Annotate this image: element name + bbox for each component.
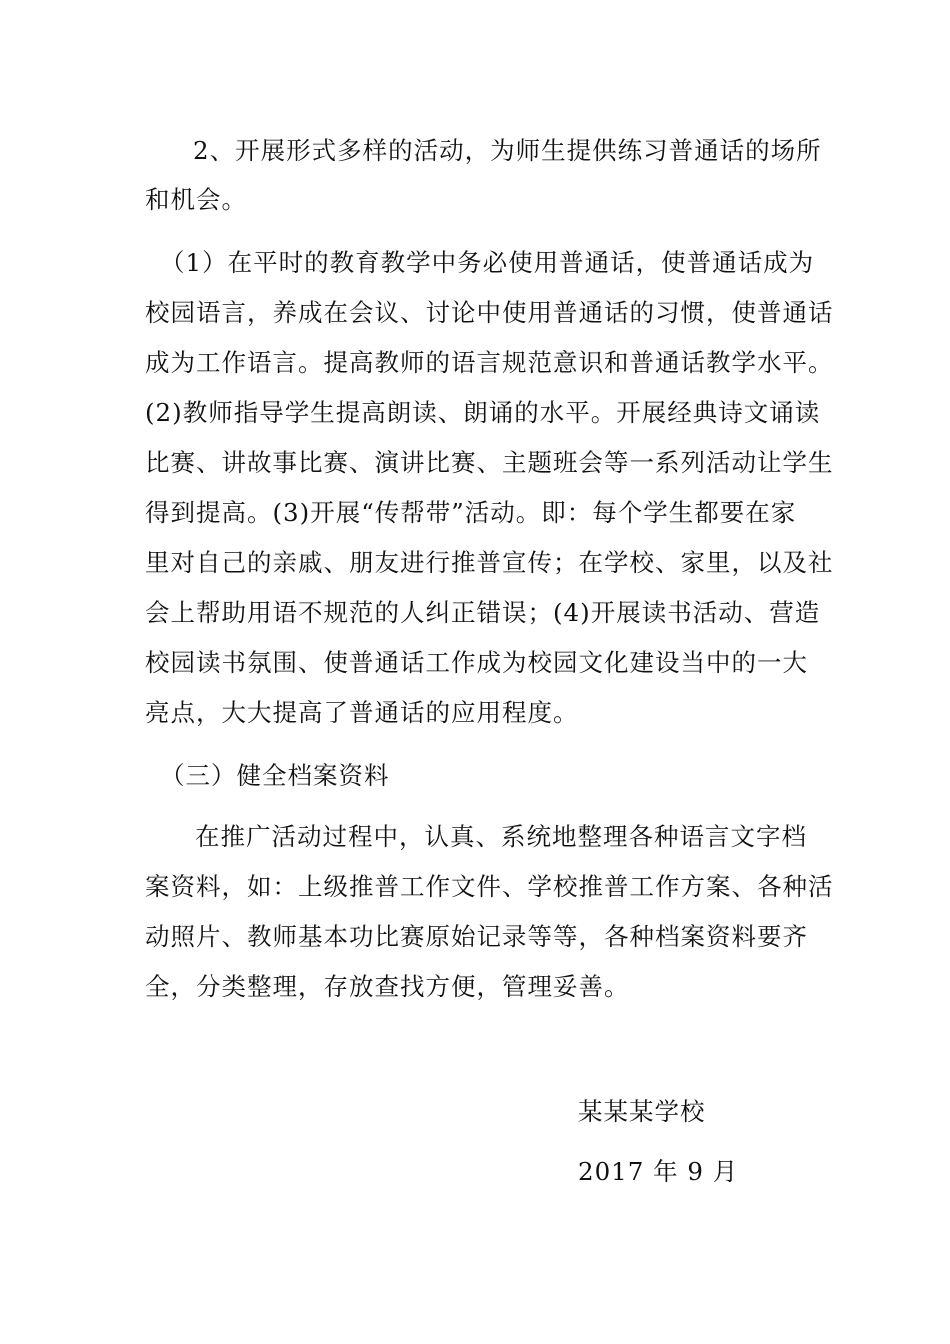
paragraph1-line-3: 成为工作语言。提高教师的语言规范意识和普通话教学水平。 (145, 348, 834, 377)
paragraph1-line-7: 里对自己的亲戚、朋友进行推普宣传；在学校、家里，以及社 (145, 548, 834, 577)
paragraph2-line-2: 案资料，如：上级推普工作文件、学校推普工作方案、各种活 (145, 872, 834, 901)
paragraph1-line-8: 会上帮助用语不规范的人纠正错误；(4)开展读书活动、营造 (145, 598, 821, 627)
paragraph2-line-4: 全，分类整理，存放查找方便，管理妥善。 (145, 972, 630, 1001)
section2-line-1: 2、开展形式多样的活动，为师生提供练习普通话的场所 (193, 136, 822, 165)
paragraph1-line-4: (2)教师指导学生提高朗读、朗诵的水平。开展经典诗文诵读 (145, 398, 821, 427)
paragraph2-line-1: 在推广活动过程中，认真、系统地整理各种语言文字档 (195, 822, 807, 851)
signature-org: 某某某学校 (578, 1097, 706, 1126)
paragraph2-line-3: 动照片、教师基本功比赛原始记录等等，各种档案资料要齐 (145, 922, 808, 951)
paragraph1-line-2: 校园语言，养成在会议、讨论中使用普通话的习惯，使普通话 (145, 298, 834, 327)
paragraph1-line-1: （1）在平时的教育教学中务必使用普通话，使普通话成为 (160, 248, 815, 277)
paragraph1-line-10: 亮点，大大提高了普通话的应用程度。 (145, 698, 579, 727)
section2-line-2: 和机会。 (145, 185, 247, 214)
section3-heading: （三）健全档案资料 (160, 761, 390, 790)
paragraph1-line-5: 比赛、讲故事比赛、演讲比赛、主题班会等一系列活动让学生 (145, 448, 834, 477)
paragraph1-line-6: 得到提高。(3)开展“传帮带”活动。即：每个学生都要在家 (145, 498, 797, 527)
paragraph1-line-9: 校园读书氛围、使普通话工作成为校园文化建设当中的一大 (145, 648, 808, 677)
signature-date: 2017 年 9 月 (578, 1157, 739, 1186)
